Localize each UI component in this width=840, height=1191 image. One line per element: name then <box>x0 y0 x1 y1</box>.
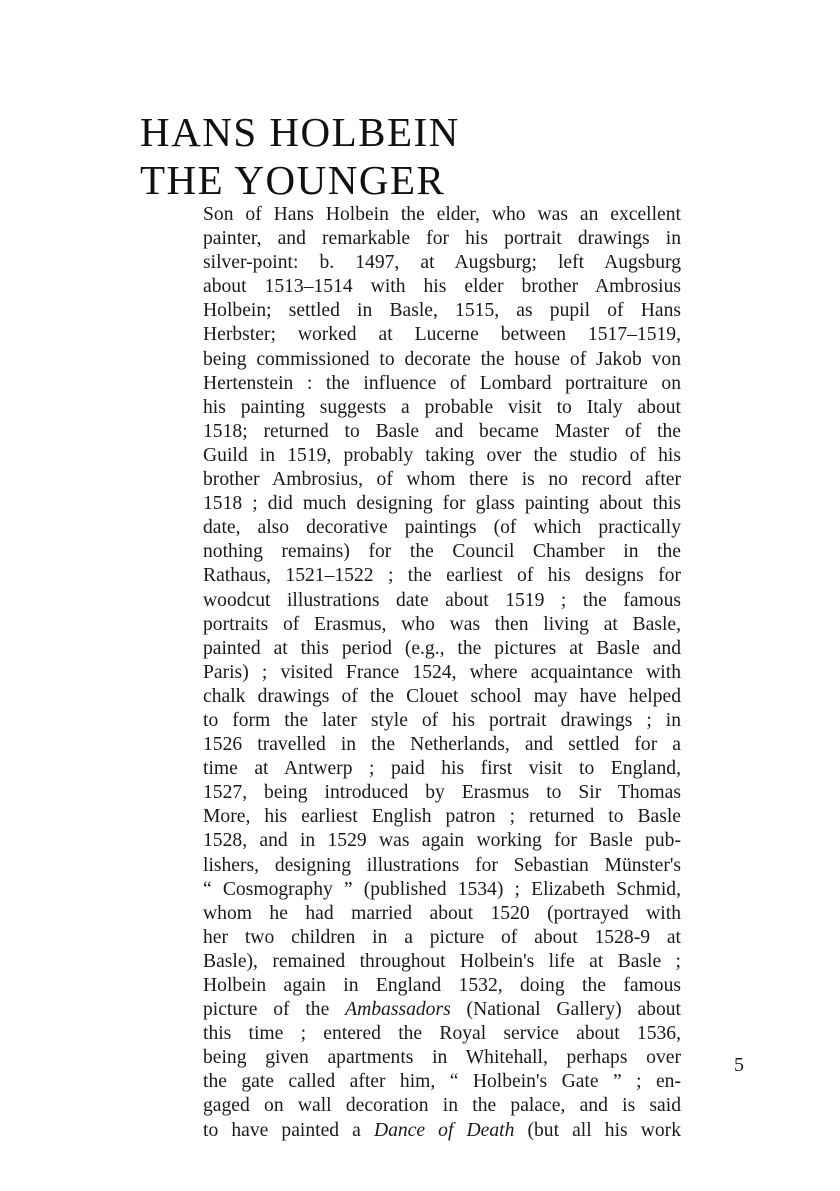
text-line: to form the later style of his portrait drawings ; in <box>203 709 681 731</box>
text-line: Paris) ; visited France 1524, where acquaintance with <box>203 661 681 683</box>
text-line-with-italic <box>203 1119 681 1143</box>
text-line: Hertenstein : the influence of Lombard portraiture on <box>203 372 681 394</box>
text-line: Holbein; settled in Basle, 1515, as pupil of Hans <box>203 300 681 322</box>
text-line: Basle), remained throughout Holbein's life at Basle ; <box>203 950 681 972</box>
page-number: 5 <box>734 1054 744 1076</box>
text-line: whom he had married about 1520 (portrayed with <box>203 902 681 924</box>
text-line: woodcut illustrations date about 1519 ; the famous <box>203 589 681 611</box>
text-line: being commissioned to decorate the house of Jakob von <box>203 348 681 370</box>
title-line-2: THE YOUNGER <box>140 157 446 203</box>
text-line: time at Antwerp ; paid his first visit to England, <box>203 758 681 780</box>
text-line: the gate called after him, “ Holbein's Gate ” ; en- <box>203 1071 681 1093</box>
text-line: 1518 ; did much designing for glass painting about this <box>203 493 681 515</box>
text-line: Rathaus, 1521–1522 ; the earliest of his designs for <box>203 565 681 587</box>
text-line: Guild in 1519, probably taking over the studio of his <box>203 444 681 466</box>
text-line: gaged on wall decoration in the palace, and is said <box>203 1095 681 1117</box>
text-line: brother Ambrosius, of whom there is no record after <box>203 469 681 491</box>
page-title <box>140 108 460 204</box>
text-line-with-italic <box>203 998 681 1022</box>
text-line: about 1513–1514 with his elder brother Ambrosius <box>203 276 681 298</box>
text-line: her two children in a picture of about 1528-9 at <box>203 926 681 948</box>
text-line: silver-point: b. 1497, at Augsburg; left Augsburg <box>203 252 681 274</box>
biography-paragraph <box>203 203 681 1143</box>
text-line: chalk drawings of the Clouet school may have helped <box>203 685 681 707</box>
text-line: 1526 travelled in the Netherlands, and settled for a <box>203 734 681 756</box>
text-line: painter, and remarkable for his portrait drawings in <box>203 228 681 250</box>
text-line: Son of Hans Holbein the elder, who was an excellent <box>203 204 681 225</box>
italic-title-dance-of-death: Dance of Death <box>373 1119 515 1141</box>
text-line: painted at this period (e.g., the pictures at Basle and <box>203 637 681 659</box>
text-line: his painting suggests a probable visit to Italy about <box>203 396 681 418</box>
text-line: “ Cosmography ” (published 1534) ; Elizabeth Schmid, <box>203 878 681 900</box>
italic-title-ambassadors: Ambassadors <box>345 999 451 1021</box>
text-line: nothing remains) for the Council Chamber in the <box>203 541 681 563</box>
text-line: More, his earliest English patron ; returned to Basle <box>203 806 681 828</box>
text-segment: (but all his work <box>514 1119 681 1141</box>
text-line: date, also decorative paintings (of which practically <box>203 517 681 539</box>
text-line: Herbster; worked at Lucerne between 1517–1519, <box>203 324 681 346</box>
text-segment: (National Gallery) about <box>450 999 681 1021</box>
text-line: portraits of Erasmus, who was then living at Basle, <box>203 613 681 635</box>
text-line: lishers, designing illustrations for Sebastian Münster's <box>203 854 681 876</box>
text-line: 1518; returned to Basle and became Master of the <box>203 420 681 442</box>
text-segment: to have painted a <box>203 1119 374 1141</box>
text-line: this time ; entered the Royal service about 1536, <box>203 1023 681 1045</box>
text-line: 1527, being introduced by Erasmus to Sir Thomas <box>203 782 681 804</box>
text-line: 1528, and in 1529 was again working for Basle pub- <box>203 830 681 852</box>
text-line: being given apartments in Whitehall, perhaps over <box>203 1047 681 1069</box>
title-line-1: HANS HOLBEIN <box>140 109 460 155</box>
text-line: Holbein again in England 1532, doing the famous <box>203 975 681 996</box>
text-segment: picture of the <box>203 999 346 1021</box>
